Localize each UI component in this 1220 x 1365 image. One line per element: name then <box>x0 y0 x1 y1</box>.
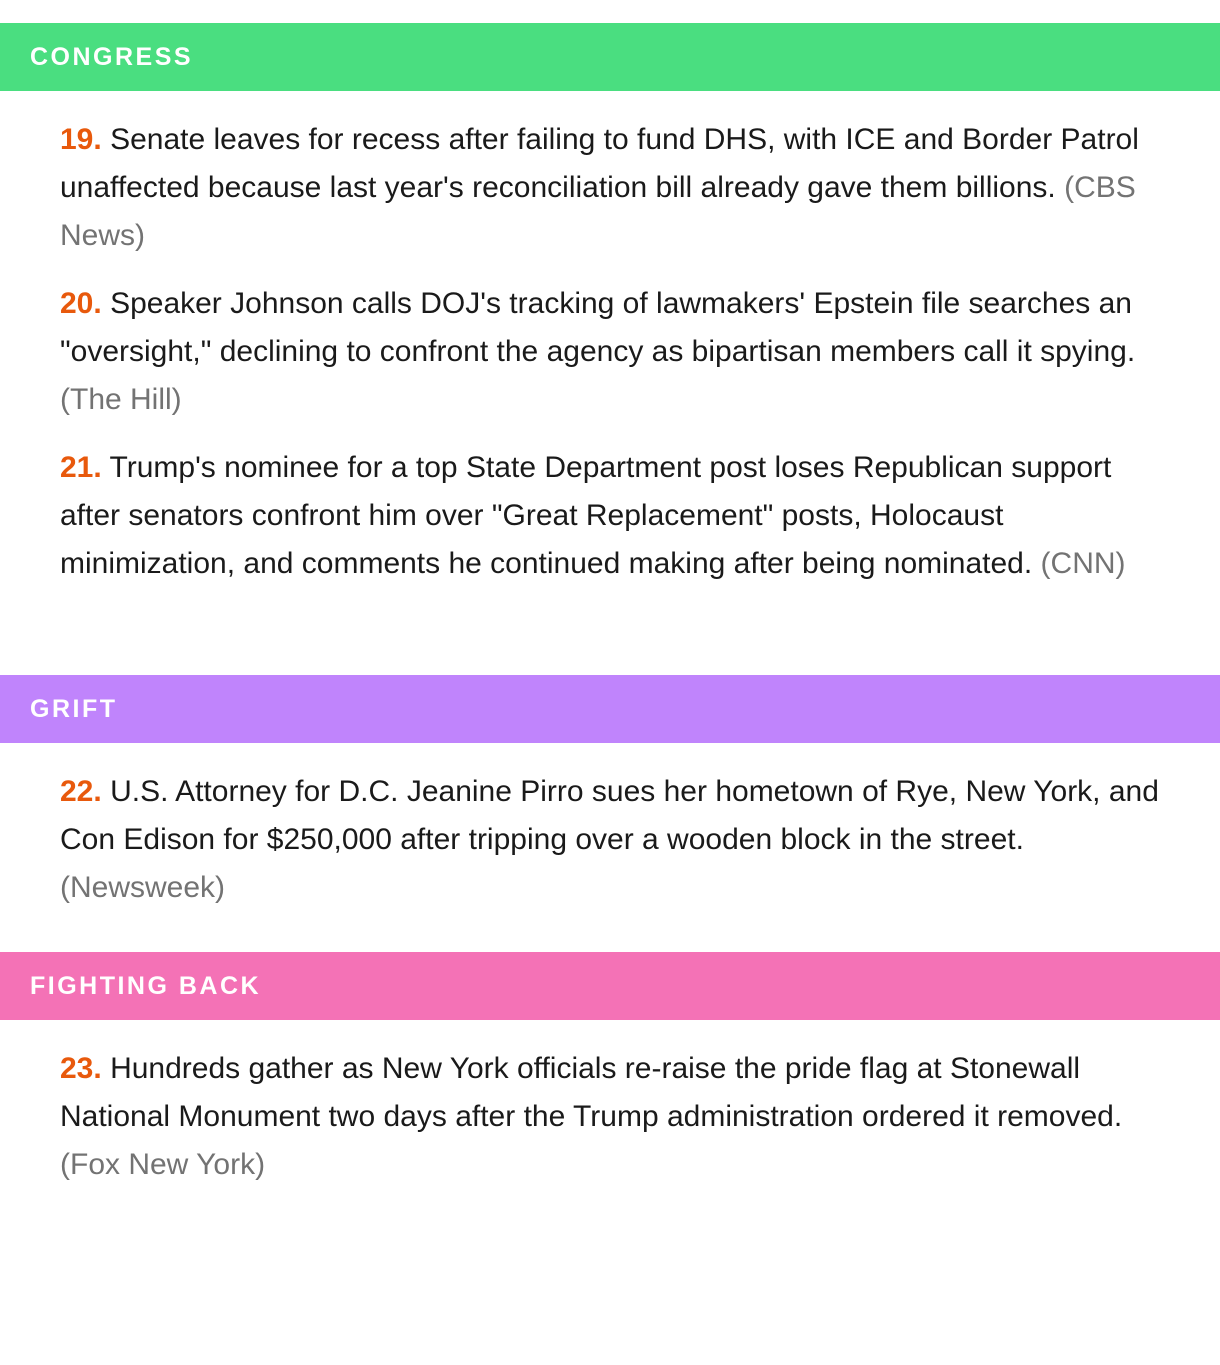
item-number: 21. <box>60 451 102 484</box>
item-text: Senate leaves for recess after failing to fund DHS, with ICE and Border Patrol unaffected because last year's reconciliation bill already gave them billions. <box>60 123 1139 204</box>
source-link[interactable]: (The Hill) <box>60 383 182 416</box>
item-list <box>0 1020 1220 1189</box>
news-item-20 <box>60 280 1160 424</box>
item-text: U.S. Attorney for D.C. Jeanine Pirro sues her hometown of Rye, New York, and Con Edison for $250,000 after tripping over a wooden block in the street. <box>60 775 1159 856</box>
item-text: Hundreds gather as New York officials re-raise the pride flag at Stonewall National Monument two days after the Trump administration ordered it removed. <box>60 1052 1123 1133</box>
section-header-congress <box>0 23 1220 91</box>
item-text: Trump's nominee for a top State Department post loses Republican support after senators confront him over "Great Replacement" posts, Holocaust minimization, and comments he continued making after being nominated. <box>60 451 1112 580</box>
news-item-21 <box>60 444 1160 588</box>
item-list <box>0 91 1220 588</box>
source-link[interactable]: (Fox New York) <box>60 1148 266 1181</box>
news-item-23 <box>60 1045 1160 1189</box>
section-header-grift <box>0 675 1220 743</box>
section-header-fighting-back <box>0 952 1220 1020</box>
source-link[interactable]: (CBS News) <box>60 171 1136 252</box>
item-number: 20. <box>60 287 102 320</box>
news-item-22 <box>60 768 1160 912</box>
item-number: 19. <box>60 123 102 156</box>
section-title: FIGHTING BACK <box>30 971 262 1000</box>
news-item-19 <box>60 116 1160 260</box>
section-congress <box>0 23 1220 588</box>
item-number: 23. <box>60 1052 102 1085</box>
source-link[interactable]: (Newsweek) <box>60 871 226 904</box>
item-text: Speaker Johnson calls DOJ's tracking of lawmakers' Epstein file searches an "oversight," declining to confront the agency as bipartisan members call it spying. <box>60 287 1136 368</box>
section-fighting-back <box>0 952 1220 1189</box>
source-link[interactable]: (CNN) <box>1040 547 1126 580</box>
section-title: CONGRESS <box>30 42 194 71</box>
item-list <box>0 743 1220 912</box>
section-title: GRIFT <box>30 694 118 723</box>
item-number: 22. <box>60 775 102 808</box>
section-grift <box>0 675 1220 912</box>
